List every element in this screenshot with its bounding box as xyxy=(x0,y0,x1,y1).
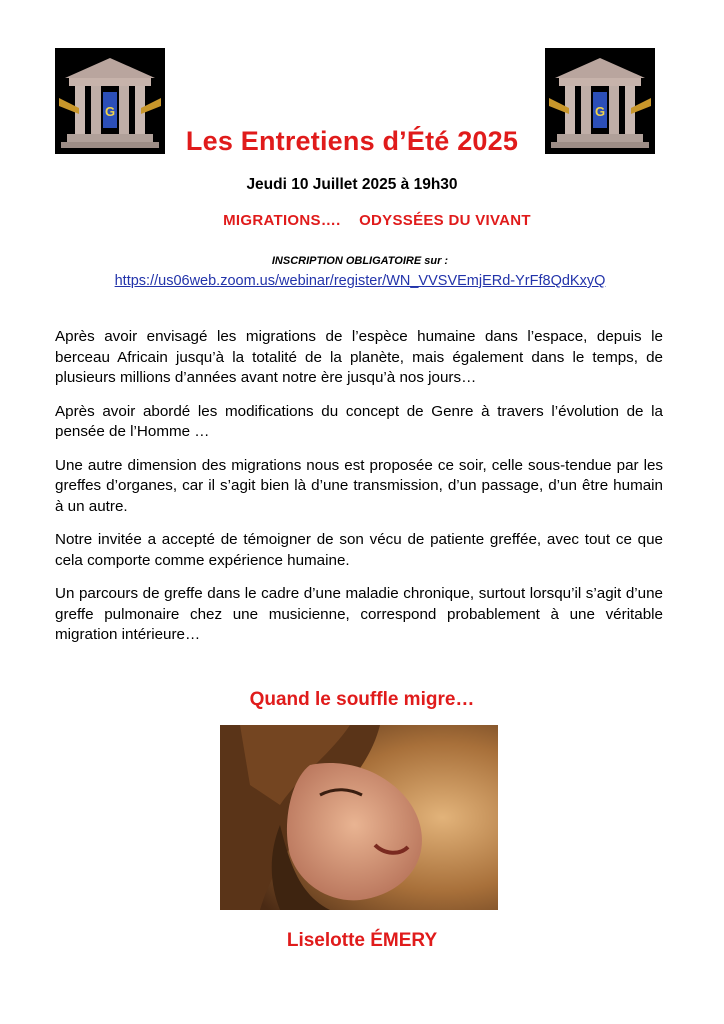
paragraph-1: Après avoir envisagé les migrations de l’espèce humaine dans l’espace, depuis le berceau Africain jusqu’à la totalité de la planète, mais également dans le temps, de plusieurs millions d’années avant notre ère jusqu’à nos jours… xyxy=(55,328,663,386)
speaker-portrait-photo xyxy=(220,725,498,910)
speaker-photo xyxy=(220,725,498,910)
masonic-temple-logo-icon xyxy=(55,48,165,154)
paragraph-4: Notre invitée a accepté de témoigner de son vécu de patiente greffée, avec tout ce que cela comporte comme expérience humaine. xyxy=(55,531,663,569)
masonic-temple-logo-icon xyxy=(545,48,655,154)
svg-text:G: G xyxy=(594,104,606,119)
subtitle-part-2: ODYSSÉES DU VIVANT xyxy=(359,212,531,229)
inscription-label: INSCRIPTION OBLIGATOIRE sur xyxy=(271,255,442,267)
registration-link[interactable]: https://us06web.zoom.us/webinar/register/WN_VVSVEmjERd-YrFf8QdKxyQ xyxy=(114,273,606,289)
svg-text:G: G xyxy=(104,104,116,119)
paragraph-5: Un parcours de greffe dans le cadre d’une maladie chronique, surtout lorsqu’il s’agit d’une greffe pulmonaire chez une musicienne, correspond probablement à une véritable migration intérieure… xyxy=(55,585,663,643)
inscription-colon: : xyxy=(441,255,449,267)
event-date: Jeudi 10 Juillet 2025 à 19h30 xyxy=(246,176,458,193)
description-body xyxy=(55,327,663,659)
subtitle-part-1: MIGRATIONS…. xyxy=(223,212,341,229)
paragraph-3: Une autre dimension des migrations nous est proposée ce soir, celle sous-tendue par les greffes d’organes, car il s’agit bien là d’une transmission, d’un passage, d’un être humain à un autre. xyxy=(55,456,663,515)
paragraph-2: Après avoir abordé les modifications du concept de Genre à travers l’évolution de la pensée de l’Homme … xyxy=(55,402,663,440)
logo-left xyxy=(55,48,165,154)
event-subtitle xyxy=(80,212,674,229)
logo-right xyxy=(545,48,655,154)
inscription-notice xyxy=(120,255,600,267)
speaker-name: Liselotte ÉMERY xyxy=(286,930,438,951)
talk-title: Quand le souffle migre… xyxy=(249,689,475,710)
event-title: Les Entretiens d’Été 2025 xyxy=(185,126,519,156)
